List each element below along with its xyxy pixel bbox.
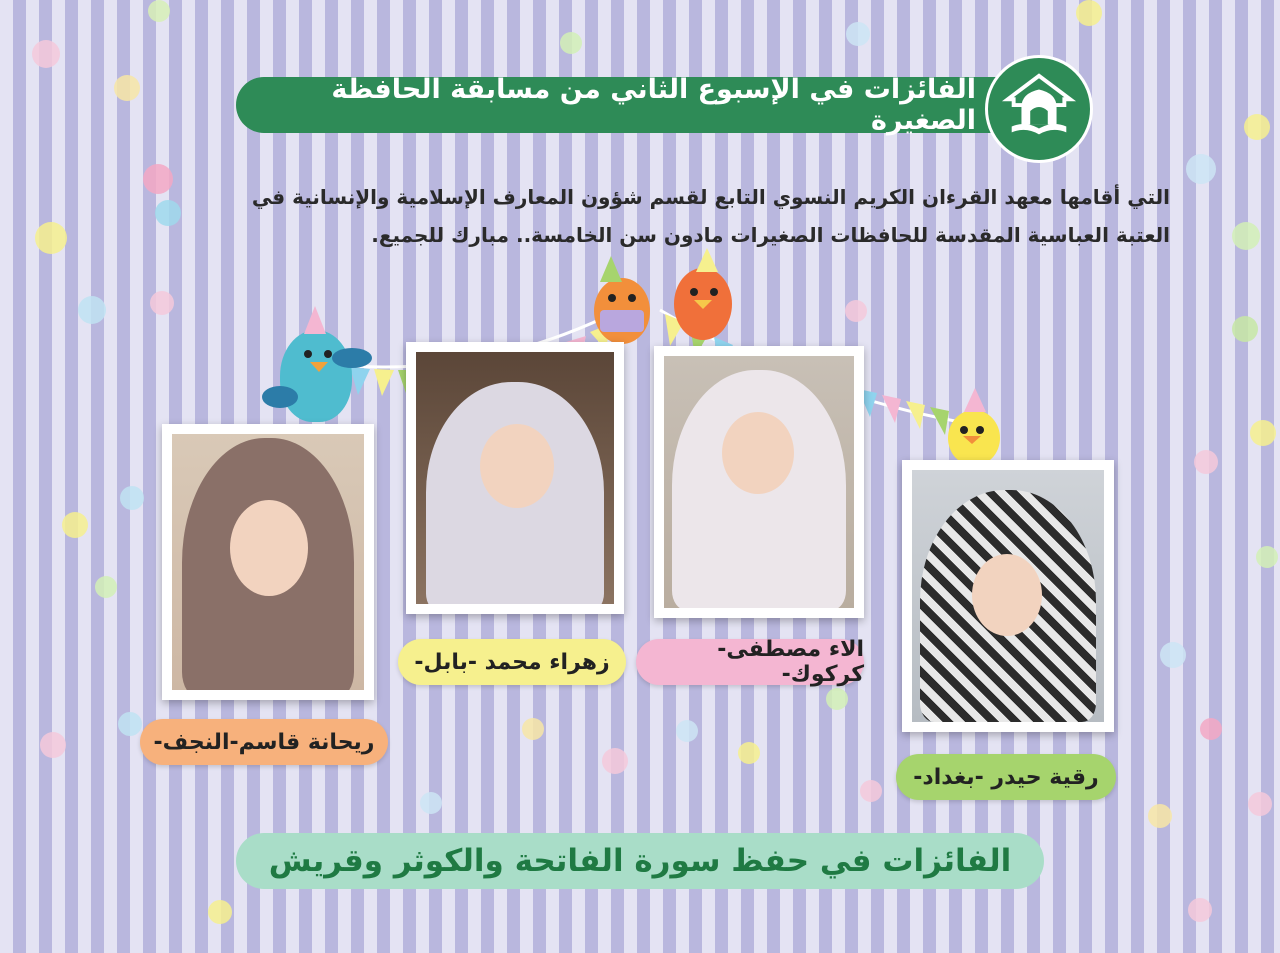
winner-name-tag-3 xyxy=(636,639,864,685)
yellow-chick-illustration xyxy=(942,388,1008,470)
winner-name-4: رقية حيدر -بغداد- xyxy=(913,764,1099,790)
orange-bird-right-illustration xyxy=(668,248,738,352)
footer-banner xyxy=(236,833,1044,889)
winner-photo-1 xyxy=(162,424,374,700)
winner-photo-2 xyxy=(406,342,624,614)
winner-name-tag-4 xyxy=(896,754,1116,800)
winner-name-1: ريحانة قاسم-النجف- xyxy=(153,729,375,755)
winner-name-tag-2 xyxy=(398,639,626,685)
intro-line-2: العتبة العباسية المقدسة للحافظات الصغيرات مادون سن الخامسة.. مبارك للجميع. xyxy=(371,223,1170,247)
page-title-text: الفائزات في الإسبوع الثاني من مسابقة الحافظة الصغيرة xyxy=(331,74,976,136)
orange-bird-left-illustration xyxy=(586,256,656,352)
winner-name-tag-1 xyxy=(140,719,388,765)
winner-name-2: زهراء محمد -بابل- xyxy=(414,649,610,675)
blue-bird-illustration xyxy=(262,300,378,434)
winner-photo-4 xyxy=(902,460,1114,732)
winner-photo-3 xyxy=(654,346,864,618)
winner-name-3: الاء مصطفى-كركوك- xyxy=(717,637,864,687)
intro-line-1: التي أقامها معهد القرءان الكريم النسوي التابع لقسم شؤون المعارف الإسلامية والإنسانية في xyxy=(251,185,1170,209)
footer-text: الفائزات في حفظ سورة الفاتحة والكوثر وقريش xyxy=(268,843,1012,879)
